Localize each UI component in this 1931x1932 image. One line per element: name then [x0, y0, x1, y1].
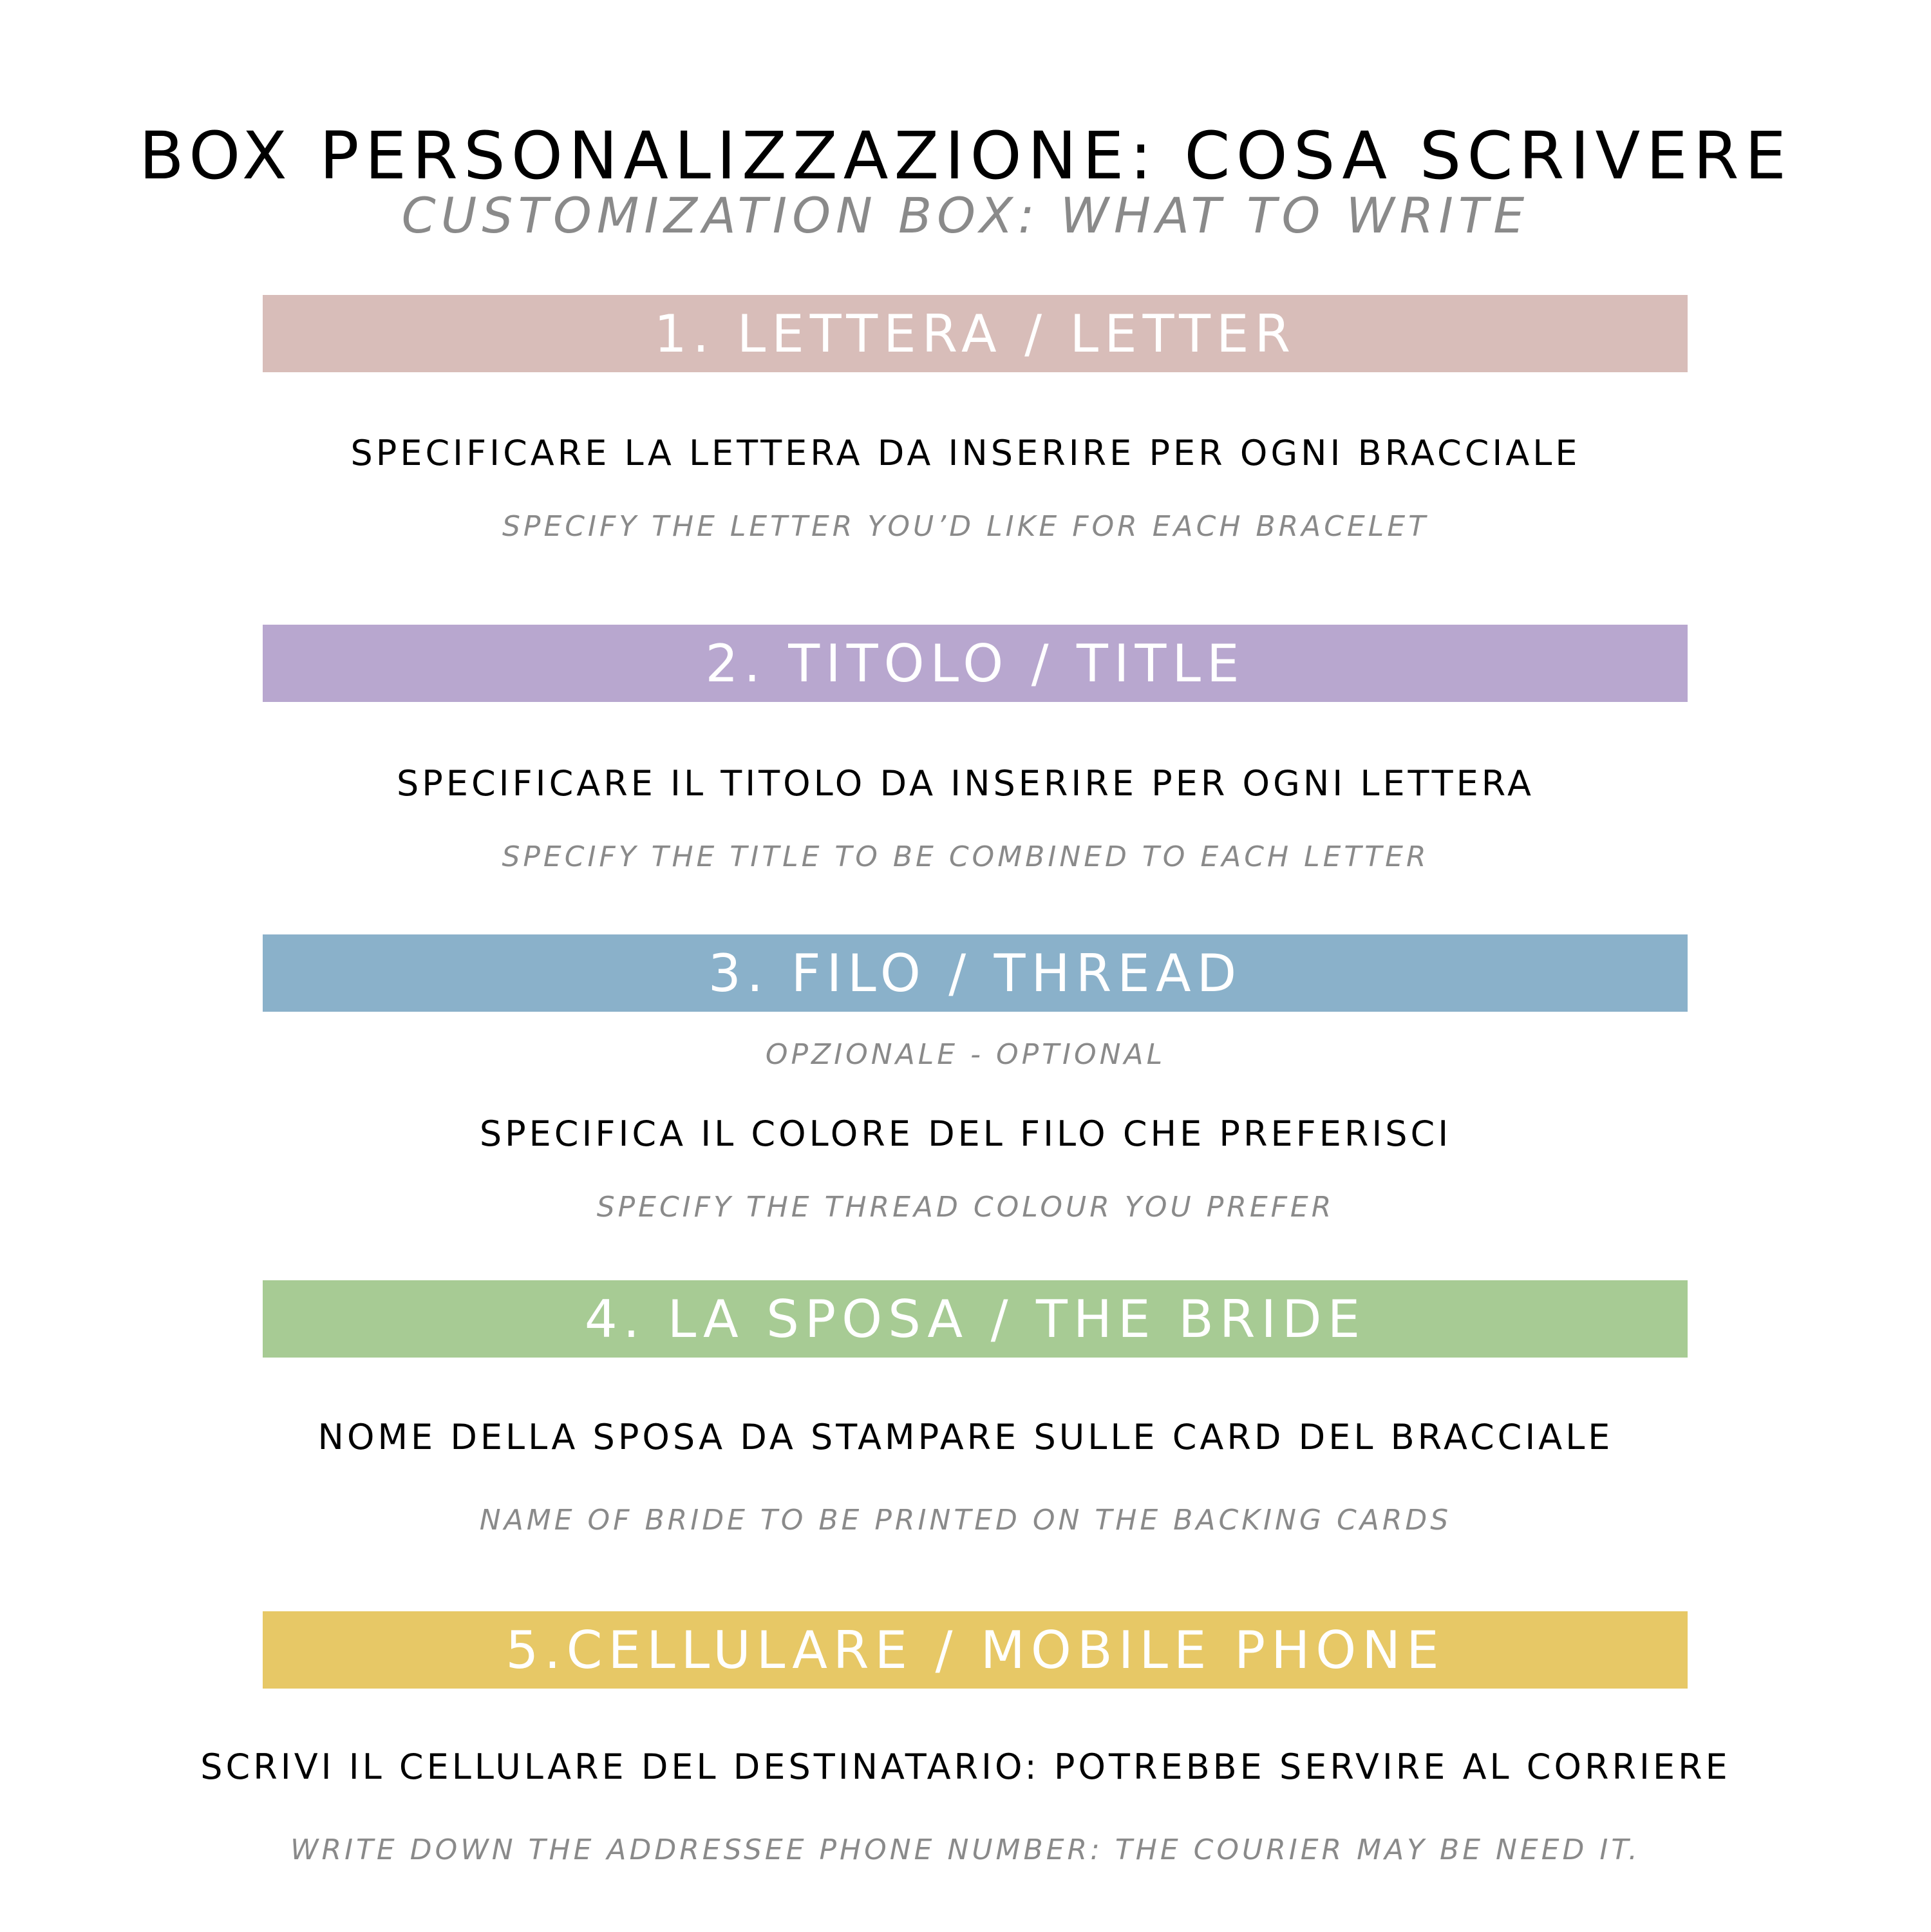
section-5-band	[263, 1611, 1688, 1689]
section-3-instruction-en: SPECIFY THE THREAD COLOUR YOU PREFER	[596, 1191, 1335, 1224]
section-4-band	[263, 1280, 1688, 1358]
section-2-band	[263, 625, 1688, 702]
section-1-instruction-it: SPECIFICARE LA LETTERA DA INSERIRE PER OGNI BRACCIALE	[350, 433, 1581, 473]
page-title: BOX PERSONALIZZAZIONE: COSA SCRIVERE	[138, 118, 1793, 195]
section-5-instruction-en: WRITE DOWN THE ADDRESSEE PHONE NUMBER: THE COURIER MAY BE NEED IT.	[290, 1833, 1641, 1866]
section-4-instruction-it: NOME DELLA SPOSA DA STAMPARE SULLE CARD DEL BRACCIALE	[317, 1417, 1614, 1457]
section-4-instruction-en: NAME OF BRIDE TO BE PRINTED ON THE BACKING CARDS	[479, 1504, 1452, 1537]
section-2-heading: 2. TITOLO / TITLE	[705, 633, 1245, 694]
section-1-heading: 1. LETTERA / LETTER	[654, 303, 1297, 364]
section-5-instruction-it: SCRIVI IL CELLULARE DEL DESTINATARIO: POTREBBE SERVIRE AL CORRIERE	[200, 1747, 1731, 1787]
section-2-instruction-it: SPECIFICARE IL TITOLO DA INSERIRE PER OGNI LETTERA	[397, 763, 1534, 804]
page-subtitle: CUSTOMIZATION BOX: WHAT TO WRITE	[401, 187, 1530, 244]
section-1-band	[263, 295, 1688, 372]
section-3-instruction-it: SPECIFICA IL COLORE DEL FILO CHE PREFERISCI	[479, 1113, 1452, 1154]
section-3-heading: 3. FILO / THREAD	[708, 943, 1243, 1003]
section-3-optional-note: OPZIONALE - OPTIONAL	[765, 1038, 1166, 1071]
section-4-heading: 4. LA SPOSA / THE BRIDE	[584, 1289, 1366, 1349]
section-5-heading: 5.CELLULARE / MOBILE PHONE	[505, 1620, 1445, 1680]
section-3-band	[263, 934, 1688, 1012]
section-2-instruction-en: SPECIFY THE TITLE TO BE COMBINED TO EACH LETTER	[502, 840, 1429, 873]
section-1-instruction-en: SPECIFY THE LETTER YOU’D LIKE FOR EACH BRACELET	[502, 510, 1429, 543]
